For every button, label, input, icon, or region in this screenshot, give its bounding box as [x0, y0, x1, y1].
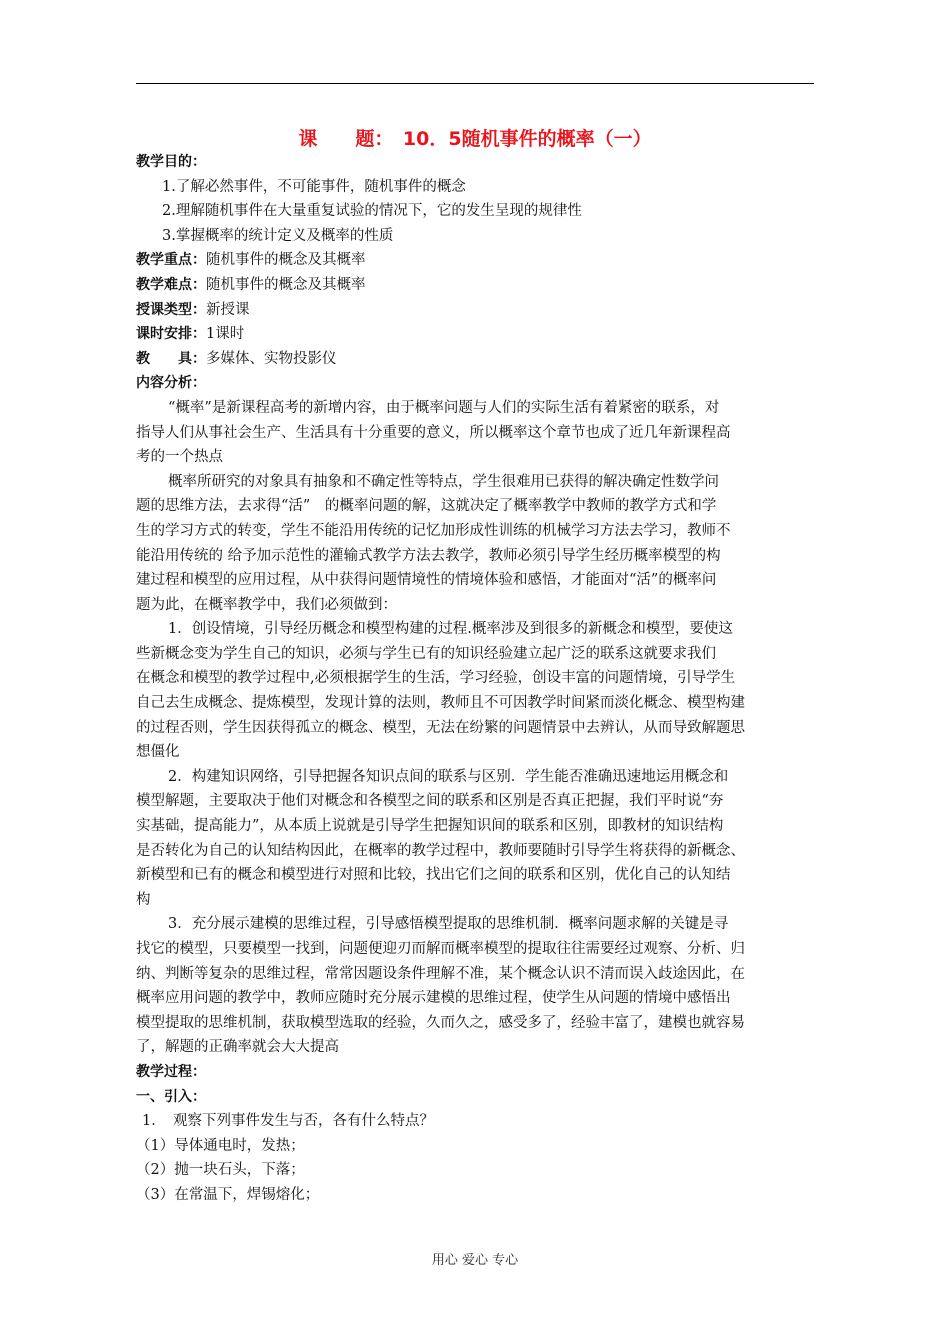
- section-heading: 一、引入：: [136, 1088, 206, 1105]
- objective-item: 1.了解必然事件，不可能事件，随机事件的概念: [162, 178, 466, 195]
- paragraph-line: 2．构建知识网络，引导把握各知识点间的联系与区别．学生能否准确迅速地运用概念和: [168, 768, 729, 785]
- meta-row-key-point: [136, 248, 816, 273]
- meta-label: 教 具：: [136, 350, 206, 367]
- analysis-paragraph-3: [136, 617, 816, 765]
- question-line: 1． 观察下列事件发生与否，各有什么特点？: [142, 1113, 434, 1130]
- meta-value: 多媒体、实物投影仪: [206, 350, 337, 367]
- objectives-heading: 教学目的：: [136, 154, 206, 170]
- meta-value: 随机事件的概念及其概率: [206, 276, 366, 293]
- page-footer: 用心 爱心 专心: [431, 1253, 519, 1268]
- meta-value: 随机事件的概念及其概率: [206, 252, 366, 269]
- meta-value: 新授课: [206, 301, 250, 318]
- paragraph-line: 的过程否则，学生因获得孤立的概念、模型，无法在纷繁的问题情景中去辨认，从而导致解题思: [136, 719, 745, 736]
- lesson-title: 课 题： 10．5随机事件的概率（一）: [298, 128, 652, 150]
- meta-label: 教学难点：: [136, 276, 206, 293]
- paragraph-line: 生的学习方式的转变，学生不能沿用传统的记忆加形成性训练的机械学习方法去学习，教师不: [136, 522, 731, 539]
- analysis-heading: 内容分析：: [136, 375, 206, 392]
- paragraph-line: 是否转化为自己的认知结构因此，在概率的教学过程中，教师要随时引导学生将获得的新概念、: [136, 842, 745, 859]
- paragraph-line: 建过程和模型的应用过程，从中获得问题情境性的情境体验和感悟，才能面对“活”的概率问: [136, 572, 717, 589]
- meta-label: 授课类型：: [136, 301, 206, 318]
- meta-value: 1课时: [206, 326, 245, 343]
- paragraph-line: 了，解题的正确率就会大大提高: [136, 1039, 339, 1056]
- analysis-paragraph-2: [136, 470, 816, 618]
- paragraph-line: 自己去生成概念、提炼模型，发现计算的法则，教师且不可因教学时间紧而淡化概念、模型构建: [136, 695, 745, 712]
- paragraph-line: 模型解题，主要取决于他们对概念和各模型之间的联系和区别是否真正把握，我们平时说“夯: [136, 793, 724, 810]
- paragraph-line: 些新概念变为学生自己的知识，必须与学生已有的知识经验建立起广泛的联系这就要求我们: [136, 645, 716, 662]
- header-rule: [136, 83, 814, 84]
- list-item: （3）在常温下，焊锡熔化；: [136, 1186, 320, 1203]
- meta-row-lesson-type: [136, 298, 816, 323]
- paragraph-line: 指导人们从事社会生产、生活具有十分重要的意义，所以概率这个章节也成了近几年新课程高: [136, 424, 731, 441]
- meta-row-difficulty: [136, 273, 816, 298]
- objective-item: 3.掌握概率的统计定义及概率的性质: [162, 227, 394, 244]
- paragraph-line: 在概念和模型的教学过程中,必须根据学生的生活，学习经验，创设丰富的问题情境，引导学生: [136, 670, 736, 687]
- objective-item: 2.理解随机事件在大量重复试验的情况下，它的发生呈现的规律性: [162, 203, 582, 220]
- paragraph-line: 找它的模型，只要模型一找到，问题便迎刃而解而概率模型的提取往往需要经过观察、分析、归: [136, 941, 745, 957]
- paragraph-line: 题为此，在概率教学中，我们必须做到：: [136, 596, 397, 613]
- paragraph-line: 能沿用传统的 给予加示范性的灌输式教学方法去教学，教师必须引导学生经历概率模型的构: [136, 547, 721, 564]
- meta-label: 课时安排：: [136, 326, 206, 343]
- paragraph-line: 3．充分展示建模的思维过程，引导感悟模型提取的思维机制．概率问题求解的关键是寻: [168, 916, 729, 933]
- paragraph-line: 构: [136, 891, 151, 908]
- list-item: （1）导体通电时，发热；: [136, 1137, 305, 1154]
- paragraph-line: 题的思维方法，去求得“活” 的概率问题的解，这就决定了概率教学中教师的教学方式和学: [136, 498, 717, 515]
- paragraph-line: 新模型和已有的概念和模型进行对照和比较，找出它们之间的联系和区别，优化自己的认知结: [136, 867, 731, 884]
- paragraph-line: 1．创设情境，引导经历概念和模型构建的过程.概率涉及到很多的新概念和模型，要使这: [168, 621, 733, 638]
- paragraph-line: 模型提取的思维机制，获取模型选取的经验，久而久之，感受多了，经验丰富了，建模也就容易: [136, 1014, 745, 1031]
- paragraph-line: 纳、判断等复杂的思维过程，常常因题设条件理解不准，某个概念认识不清而误入歧途因此，在: [136, 965, 745, 982]
- list-item: （2）抛一块石头，下落；: [136, 1162, 305, 1179]
- analysis-paragraph-4: [136, 765, 816, 913]
- paragraph-line: 想僵化: [136, 744, 180, 761]
- meta-label: 教学重点：: [136, 252, 206, 269]
- analysis-paragraph-5: [136, 912, 816, 1060]
- meta-row-tools: [136, 347, 816, 372]
- paragraph-line: 考的一个热点: [136, 449, 223, 466]
- paragraph-line: 概率应用问题的教学中，教师应随时充分展示建模的思维过程，使学生从问题的情境中感悟出: [136, 990, 731, 1007]
- analysis-paragraph-1: [136, 396, 816, 470]
- document-body: [136, 150, 816, 1208]
- paragraph-line: “概率”是新课程高考的新增内容，由于概率问题与人们的实际生活有着紧密的联系，对: [168, 399, 720, 416]
- process-heading: 教学过程：: [136, 1063, 206, 1080]
- paragraph-line: 实基础，提高能力”，从本质上说就是引导学生把握知识间的联系和区别，即教材的知识结构: [136, 818, 724, 835]
- meta-row-schedule: [136, 322, 816, 347]
- paragraph-line: 概率所研究的对象具有抽象和不确定性等特点，学生很难用已获得的解决确定性数学问: [168, 473, 719, 490]
